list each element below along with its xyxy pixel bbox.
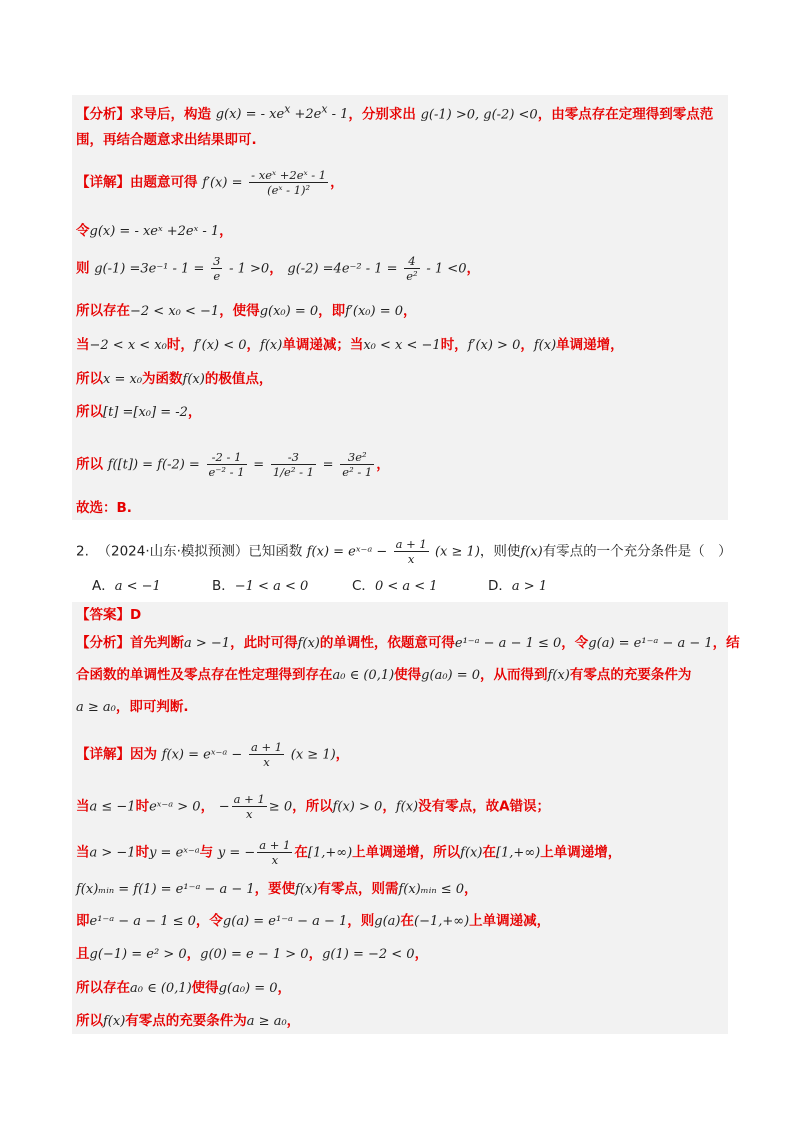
detail-line-1: 【详解】由题意可得 f′(x) = $\frac{\text{- xeˣ +2eˣ - 1}}{\text{(eˣ - 1)²}}$ ， xyxy=(76,168,344,197)
detail2-line-4: f(x)ₘᵢₙ = f(1) = e¹⁻ᵃ − a − 1，要使f(x)有零点，则需f(x)ₘᵢₙ ≤ 0， xyxy=(76,881,478,897)
choice-b[interactable]: B．−1 < a < 0 xyxy=(212,578,309,594)
analysis-line-2: 围，再结合题意求出结果即可. xyxy=(76,132,257,148)
detail2-line-3: 当a > −1时y = eˣ⁻ᵃ与 y = − $\frac{a + 1}{x}$ 在[1,+∞)上单调递增，所以f(x)在[1,+∞)上单调递增， xyxy=(76,838,622,867)
detail2-line-7: 所以存在a₀ ∈ (0,1)使得g(a₀) = 0， xyxy=(76,980,292,996)
then-line: 则 g(-1) =3e⁻¹ - 1 = $\frac{3}{e}$ - 1 >0， g(-2) =4e⁻² - 1 = $\frac{4}{\text{e²}}$ - 1 <0， xyxy=(76,254,480,283)
question-2: 2. （2024·山东·模拟预测）已知函数 f(x) = eˣ⁻ᵃ − $\frac{a + 1}{x}$ (x ≥ 1)，则使f(x)有零点的一个充分条件是（ ） xyxy=(76,537,732,566)
let-line: 令g(x) = - xeˣ +2eˣ - 1， xyxy=(76,223,233,239)
analysis2-line-2: 合函数的单调性及零点存在性定理得到存在a₀ ∈ (0,1)使得g(a₀) = 0，从而得到f(x)有零点的充要条件为 xyxy=(76,667,692,683)
detail2-line-6: 且g(−1) = e² > 0，g(0) = e − 1 > 0，g(1) = −2 < 0， xyxy=(76,946,429,962)
choice-c[interactable]: C．0 < a < 1 xyxy=(352,578,438,594)
monotonic-line: 当−2 < x < x₀时，f′(x) < 0，f(x)单调递减；当x₀ < x < −1时，f′(x) > 0，f(x)单调递增， xyxy=(76,337,624,353)
detail2-line-8: 所以f(x)有零点的充要条件为a ≥ a₀， xyxy=(76,1013,301,1029)
detail2-line-5: 即e¹⁻ᵃ − a − 1 ≤ 0，令g(a) = e¹⁻ᵃ − a − 1，则g(a)在(−1,+∞)上单调递减， xyxy=(76,913,551,929)
choice-d[interactable]: D．a > 1 xyxy=(488,578,548,594)
choose-line: 故选：B. xyxy=(76,500,132,516)
choice-a[interactable]: A．a < −1 xyxy=(92,578,161,594)
exist-line: 所以存在−2 < x₀ < −1，使得g(x₀) = 0，即f′(x₀) = 0， xyxy=(76,303,417,319)
answer-line: 【答案】D xyxy=(76,607,142,623)
detail2-line-1: 【详解】因为 f(x) = eˣ⁻ᵃ − $\frac{a + 1}{x}$ (x ≥ 1)， xyxy=(76,740,350,769)
result-line: 所以 f([t]) = f(-2) = $\frac{-2 - 1}{\text{e⁻² - 1}}$ = $\frac{-3}{\text{1/e² - 1}}$ = $\frac{\text{3e²}}{\text{e² - 1}}$ ， xyxy=(76,450,390,479)
analysis2-line-1: 【分析】首先判断a > −1，此时可得f(x)的单调性，依题意可得e¹⁻ᵃ − a − 1 ≤ 0，令g(a) = e¹⁻ᵃ − a − 1，结 xyxy=(76,635,740,651)
detail2-line-2: 当a ≤ −1时eˣ⁻ᵃ > 0， − $\frac{a + 1}{x}$ ≥ 0，所以f(x) > 0，f(x)没有零点，故A错误； xyxy=(76,792,551,821)
extreme-point-line: 所以x = x₀为函数f(x)的极值点， xyxy=(76,371,273,387)
analysis2-line-3: a ≥ a₀，即可判断. xyxy=(76,699,189,715)
floor-line: 所以[t] =[x₀] = -2， xyxy=(76,404,202,420)
analysis-line-1: 【分析】求导后，构造 g(x) = - $xe^x +2e^x - 1$，分别求出 g(-1) >0, g(-2) <0，由零点存在定理得到零点范 xyxy=(76,103,714,123)
